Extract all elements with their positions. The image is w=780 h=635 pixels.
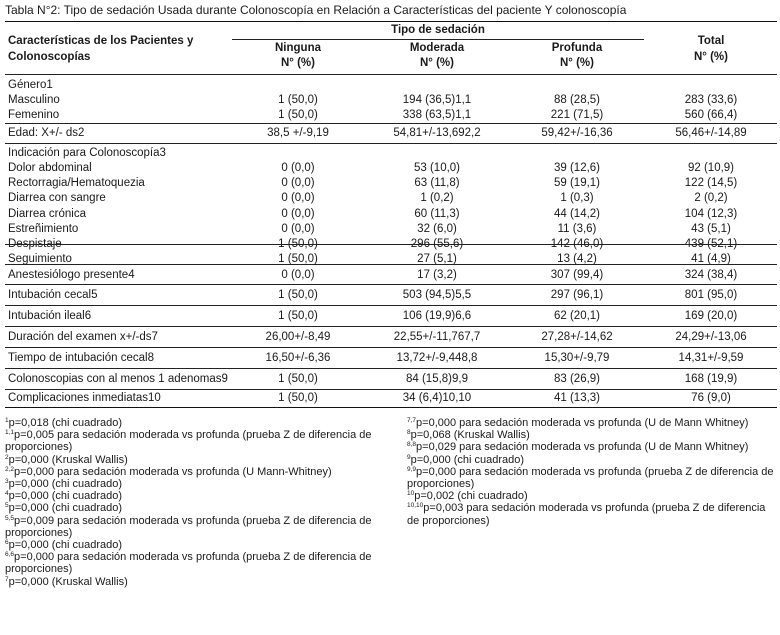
row-label: Indicación para Colonoscopía3 [8,147,166,159]
footnote-marker: 5 [5,502,9,510]
row-label: Duración del examen x+/-ds7 [8,331,158,343]
footnote-text: p=0,068 (Kruskal Wallis) [410,429,530,442]
cell-ninguna: 1 (50,0) [278,238,318,250]
footnote-marker: 6 [5,539,9,547]
header-bottom-rule [5,74,777,75]
header-moderada: Moderada [409,42,465,54]
footnote-text: p=0,000 para sedación moderada vs profunda (U de Mann Whitney) [416,417,749,429]
footnote [407,454,777,466]
header-group-rule [232,39,644,40]
footnote [5,466,395,478]
footnote [5,478,395,490]
footnote-marker: 9,9 [407,465,417,473]
footnote-text: p=0,000 (Kruskal Wallis) [8,575,128,588]
section-rule-adenoma [5,368,777,369]
cell-moderada: 63 (11,8) [414,177,460,189]
cell-total: 560 (66,4) [684,109,738,121]
footnote-text: p=0,009 para sedación moderada vs profunda (prueba Z de diferencia de proporciones) [5,514,372,539]
cell-moderada: 1 (0,2) [420,192,454,204]
cell-moderada: 503 (94,5)5,5 [402,289,472,301]
row-label: Intubación cecal5 [8,289,98,301]
cell-total: 324 (38,4) [684,269,738,281]
cell-moderada: 32 (6,0) [417,223,457,235]
cell-total: 122 (14,5) [684,177,738,189]
footnote-text: p=0,005 para sedación moderada vs profunda (prueba Z de diferencia de proporciones) [5,429,372,454]
cell-total: 2 (0,2) [694,192,728,204]
cell-total: 169 (20,0) [684,310,738,322]
footnote [407,490,777,502]
cell-total: 439 (52,1) [684,238,738,250]
cell-ninguna: 38,5 +/-9,19 [267,127,329,139]
footnote [5,502,395,514]
footnote [407,429,777,441]
footnote [407,502,777,526]
header-profunda-unit: N° (%) [560,57,594,69]
footnote-text: p=0,000 para sedación moderada vs profunda (prueba Z de diferencia de proporciones) [407,465,774,491]
cell-ninguna: 16,50+/-6,36 [265,352,331,364]
row-label: Anestesiólogo presente4 [8,269,135,281]
row-label: Intubación ileal6 [8,310,92,322]
row-label: Despistaje [8,238,62,250]
cell-profunda: 1 (0,3) [560,192,594,204]
footnote-text: p=0,000 (chi cuadrado) [8,502,123,515]
cell-moderada: 84 (15,8)9,9 [405,373,468,385]
cell-ninguna: 1 (50,0) [278,310,318,322]
cell-profunda: 39 (12,6) [553,162,601,174]
cell-total: 41 (4,9) [691,253,731,265]
row-label: Género1 [8,79,53,91]
row-label: Dolor abdominal [8,162,92,174]
cell-moderada: 106 (19,9)6,6 [402,310,472,322]
cell-total: 14,31+/-9,59 [678,352,744,364]
cell-ninguna: 0 (0,0) [281,192,315,204]
footnotes-left [5,417,395,588]
header-profunda: Profunda [551,42,603,54]
footnote [407,466,777,490]
cell-total: 283 (33,6) [684,94,738,106]
cell-profunda: 297 (96,1) [550,289,604,301]
cell-ninguna: 0 (0,0) [281,269,315,281]
cell-total: 104 (12,3) [684,208,738,220]
footnote-text: p=0,003 para sedación moderada vs profunda (prueba Z de diferencia de proporciones) [407,502,766,527]
footnote-marker: 8,8 [407,441,417,449]
footnote-text: p=0,000 (chi cuadrado) [8,478,123,491]
footnote-text: p=0,000 (chi cuadrado) [8,490,123,503]
row-label: Complicaciones inmediatas10 [8,392,161,404]
cell-ninguna: 1 (50,0) [278,94,318,106]
footnote-text: p=0,000 para sedación moderada vs profunda (U Mann-Whitney) [14,465,332,478]
footnote [5,454,395,466]
cell-profunda: 59 (19,1) [553,177,601,189]
cell-ninguna: 0 (0,0) [281,208,315,220]
footnote-text: p=0,029 para sedación moderada vs profunda (U de Mann Whitney) [416,441,749,454]
cell-total: 76 (9,0) [691,392,731,404]
footnote-marker: 7,7 [407,417,417,424]
section-rule-time [5,347,777,348]
cell-moderada: 34 (6,4)10,10 [402,392,472,404]
footnote-marker: 9 [407,453,411,461]
top-rule [5,21,777,22]
footnote [407,441,777,453]
cell-profunda: 307 (99,4) [550,269,604,281]
footnote-marker: 8 [407,429,411,437]
cell-profunda: 142 (46,0) [550,238,604,250]
header-total-unit: N° (%) [694,51,728,63]
footnote-text: p=0,000 (Kruskal Wallis) [8,453,128,466]
cell-profunda: 11 (3,6) [557,223,597,235]
cell-profunda: 83 (26,9) [553,373,601,385]
row-label: Colonoscopias con al menos 1 adenomas9 [8,373,228,385]
header-ninguna-unit: N° (%) [281,57,315,69]
section-rule-anesth [5,264,777,265]
section-rule-ileal [5,305,777,306]
cell-moderada: 22,55+/-11,767,7 [393,331,481,343]
cell-ninguna: 0 (0,0) [281,162,315,174]
cell-moderada: 17 (3,2) [417,269,457,281]
section-rule-indication [5,244,777,245]
cell-moderada: 338 (63,5)1,1 [402,109,472,121]
footnote [5,539,395,551]
cell-profunda: 88 (28,5) [553,94,601,106]
row-label: Edad: X+/- ds2 [8,127,85,139]
row-label: Seguimiento [8,253,72,265]
cell-ninguna: 1 (50,0) [278,289,318,301]
row-label: Masculino [8,94,60,106]
cell-total: 92 (10,9) [687,162,735,174]
cell-moderada: 13,72+/-9,448,8 [396,352,478,364]
footnote-text: p=0,000 (chi cuadrado) [410,453,525,466]
footnote-marker: 4 [5,490,9,498]
footnote [5,576,395,588]
footnote-text: p=0,000 para sedación moderada vs profunda (prueba Z de diferencia de proporciones) [5,551,372,576]
cell-profunda: 27,28+/-14,62 [541,331,613,343]
cell-total: 43 (5,1) [691,223,731,235]
row-label: Diarrea con sangre [8,192,106,204]
cell-profunda: 15,30+/-9,79 [544,352,610,364]
cell-ninguna: 0 (0,0) [281,223,315,235]
footnote-marker: 7 [5,575,9,583]
cell-ninguna: 0 (0,0) [281,177,315,189]
footnote-marker: 3 [5,478,9,486]
footnote [407,417,777,429]
table-caption: Tabla N°2: Tipo de sedación Usada durante Colonoscopía en Relación a Características del paciente Y colonoscopía [5,3,627,17]
cell-profunda: 44 (14,2) [553,208,601,220]
cell-ninguna: 1 (50,0) [278,253,318,265]
cell-moderada: 27 (5,1) [417,253,457,265]
footnote [5,551,395,575]
cell-profunda: 59,42+/-16,36 [541,127,613,139]
cell-profunda: 221 (71,5) [550,109,604,121]
cell-ninguna: 1 (50,0) [278,109,318,121]
footnote-marker: 2 [5,453,9,461]
cell-moderada: 60 (11,3) [414,208,460,220]
row-label: Estreñimiento [8,223,79,235]
header-characteristics-line1: Características de los Pacientes y [8,35,194,47]
row-label: Rectorragia/Hematoquezia [8,177,145,189]
row-label: Tiempo de intubación cecal8 [8,352,154,364]
cell-moderada: 194 (36,5)1,1 [402,94,472,106]
footnote [5,490,395,502]
cell-ninguna: 1 (50,0) [278,392,318,404]
header-sedation-type: Tipo de sedación [391,24,485,36]
footnote-marker: 10 [407,490,415,498]
cell-total: 56,46+/-14,89 [675,127,747,139]
cell-moderada: 53 (10,0) [413,162,461,174]
table-bottom-rule [5,407,777,408]
footnote-marker: 2,2 [5,465,15,473]
footnotes-right [407,417,777,527]
footnote-marker: 6,6 [5,551,15,559]
cell-profunda: 62 (20,1) [553,310,601,322]
row-label: Diarrea crónica [8,208,86,220]
cell-moderada: 296 (55,6) [410,238,464,250]
section-rule-complications [5,389,777,390]
footnote [5,429,395,453]
footnote [5,515,395,539]
cell-total: 801 (95,0) [684,289,738,301]
header-total: Total [697,35,725,47]
footnote-text: p=0,002 (chi cuadrado) [414,490,528,503]
section-rule-duration [5,326,777,327]
row-label: Femenino [8,109,60,121]
cell-ninguna: 1 (50,0) [278,373,318,385]
header-ninguna: Ninguna [275,42,321,54]
footnote [5,417,395,429]
cell-profunda: 41 (13,3) [553,392,601,404]
header-moderada-unit: N° (%) [420,57,454,69]
section-rule-age [5,143,777,144]
cell-profunda: 13 (4,2) [557,253,597,265]
footnote-text: p=0,018 (chi cuadrado) [8,417,123,429]
footnote-marker: 10,10 [407,502,424,510]
header-characteristics-line2: Colonoscopías [8,51,91,63]
section-rule-gender [5,123,777,124]
cell-total: 24,29+/-13,06 [675,331,747,343]
footnote-text: p=0,000 (chi cuadrado) [8,539,123,552]
section-rule-cecal [5,284,777,285]
cell-total: 168 (19,9) [684,373,738,385]
footnote-marker: 1,1 [5,429,15,437]
cell-ninguna: 26,00+/-8,49 [265,331,331,343]
cell-moderada: 54,81+/-13,692,2 [393,127,481,139]
footnote-marker: 5,5 [5,514,15,522]
footnote-marker: 1 [5,417,9,424]
